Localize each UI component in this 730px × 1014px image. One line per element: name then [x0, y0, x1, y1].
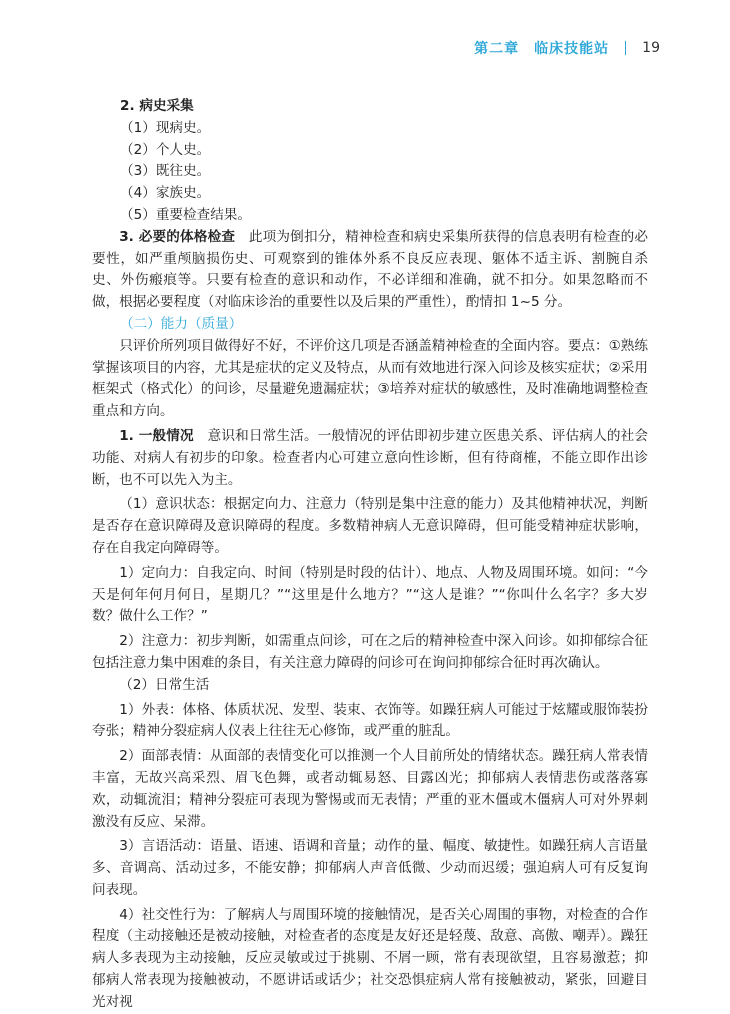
chapter-title: 第二章 临床技能站 [474, 41, 610, 57]
history-item: （5）重要检查结果。 [120, 206, 251, 223]
history-item: （4）家族史。 [120, 185, 211, 202]
general-text: 意识和日常生活。一般情况的评估即初步建立医患关系、评估病人的社会功能、对病人有初步的印象。检查者内心可建立意向性诊断，但有待商榷，不能立即作出诊断，也不可以先入为主。 [92, 427, 648, 488]
history-item: （1）现病史。 [120, 119, 211, 136]
history-item: （2）个人史。 [120, 141, 211, 158]
ability-intro: 只评价所列项目做得好不好，不评价这几项是否涵盖精神检查的全面内容。要点：①熟练掌握该项目的内容，尤其是症状的定义及特点，从而有效地进行深入问诊及核实症状；②采用框架式（格式化）的问诊，尽量避免遗漏症状；③培养对症状的敏感性，及时准确地调整检查重点和方向。 [92, 337, 648, 420]
general-paragraph [92, 426, 648, 491]
running-header [474, 38, 660, 58]
appearance-paragraph: 1）外表：体格、体质状况、发型、装束、衣饰等。如躁狂病人可能过于炫耀或服饰装扮夸张；精神分裂症病人仪表上往往无心修饰，或严重的脏乱。 [92, 701, 648, 740]
social-paragraph: 4）社交性行为：了解病人与周围环境的接触情况，是否关心周围的事物，对检查的合作程度（主动接触还是被动接触，对检查者的态度是友好还是轻蔑、敌意、高傲、嘲弄）。躁狂病人多表现为主动接触，反应灵敏或过于挑剔、不屑一顾，常有表现欲望，且容易激惹；抑郁病人常表现为接触被动，不愿讲话或话少；社交恐惧症病人常有接触被动，紧张，回避目光对视 [92, 906, 648, 1010]
header-divider [625, 41, 626, 55]
physical-heading: 3. 必要的体格检查 [119, 228, 236, 245]
physical-text: 此项为倒扣分，精神检查和病史采集所获得的信息表明有检查的必要性，如严重颅脑损伤史、可观察到的锥体外系不良反应表现、躯体不适主诉、割腕自杀史、外伤瘢痕等。只要有检查的意识和动作，不必详细和准确，就不扣分。如果忽略而不做，根据必要程度（对临床诊治的重要性以及后果的严重性），酌情扣 1~5 分。 [92, 228, 649, 311]
expression-paragraph: 2）面部表情：从面部的表情变化可以推测一个人目前所处的情绪状态。躁狂病人常表情丰富，无故兴高采烈、眉飞色舞，或者动辄易怒、目露凶光；抑郁病人表情悲伤或落落寡欢，动辄流泪；精神分裂症可表现为警惕或而无表情；严重的亚木僵或木僵病人可对外界刺激没有反应、呆滞。 [92, 748, 648, 830]
physical-paragraph [92, 227, 648, 314]
orientation-paragraph: 1）定向力：自我定向、时间（特别是时段的估计）、地点、人物及周围环境。如问：“今天是何年何月何日，星期几？”“这里是什么地方？”“这人是谁？”“你叫什么名字？多大岁数？做什么工作？” [92, 564, 648, 625]
speech-paragraph: 3）言语活动：语量、语速、语调和音量；动作的量、幅度、敏捷性。如躁狂病人言语量多、音调高、活动过多，不能安静；抑郁病人声音低微、少动而迟缓；强迫病人可有反复询问表现。 [92, 838, 648, 898]
attention-paragraph: 2）注意力：初步判断，如需重点问诊，可在之后的精神检查中深入问诊。如抑郁综合征包括注意力集中困难的条目，有关注意力障碍的问诊可在询问抑郁综合征时再次确认。 [92, 633, 648, 671]
ability-heading: （二）能力（质量） [120, 315, 243, 332]
history-heading: 2. 病史采集 [120, 98, 194, 114]
page-body [92, 96, 648, 1014]
consciousness-paragraph: （1）意识状态：根据定向力、注意力（特别是集中注意的能力）及其他精神状况，判断是否存在意识障碍及意识障碍的程度。多数精神病人无意识障碍，但可能受精神症状影响，存在自我定向障碍等。 [92, 496, 648, 556]
general-heading: 1. 一般情况 [119, 427, 194, 444]
page-number: 19 [642, 40, 660, 56]
history-item: （3）既往史。 [120, 163, 211, 180]
daily-life-heading: （2）日常生活 [119, 676, 210, 693]
